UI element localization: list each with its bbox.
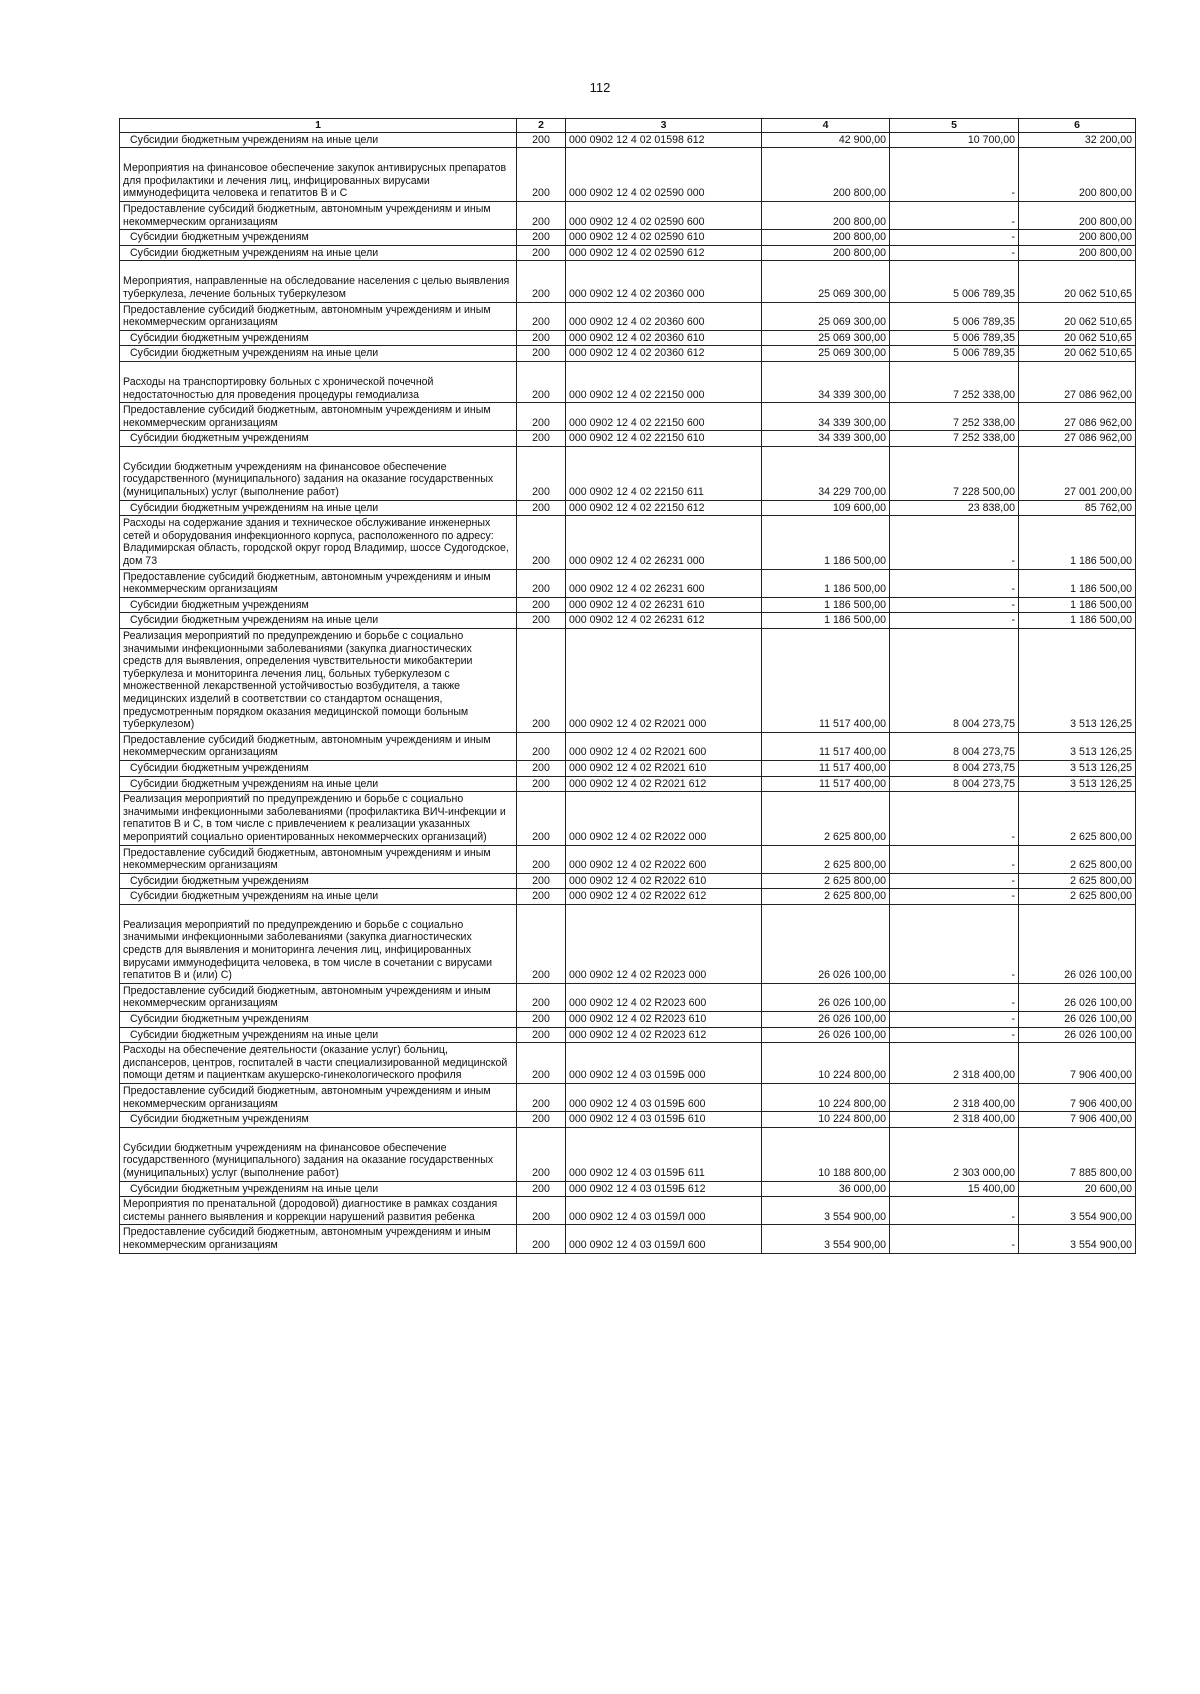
column-number: 5: [890, 119, 1019, 133]
row-name-cell: Предоставление субсидий бюджетным, автономным учреждениям и иным некоммерческим организациям: [120, 201, 517, 229]
row-plan-cell: 2 625 800,00: [762, 845, 890, 873]
table-row: [120, 1181, 1136, 1197]
row-code-cell: 200: [517, 516, 566, 569]
row-kbk-cell: 000 0902 12 4 03 0159Б 600: [566, 1084, 762, 1112]
row-code-cell: 200: [517, 201, 566, 229]
row-plan-cell: 2 625 800,00: [762, 889, 890, 905]
row-executed-cell: 8 004 273,75: [890, 776, 1019, 792]
row-name-cell: Мероприятия, направленные на обследование населения с целью выявления туберкулеза, лечение больных туберкулезом: [120, 261, 517, 302]
row-executed-cell: 5 006 789,35: [890, 261, 1019, 302]
row-remainder-cell: 1 186 500,00: [1019, 613, 1136, 629]
row-name-cell: Предоставление субсидий бюджетным, автономным учреждениям и иным некоммерческим организациям: [120, 983, 517, 1011]
row-remainder-cell: 26 026 100,00: [1019, 983, 1136, 1011]
row-kbk-cell: 000 0902 12 4 02 20360 610: [566, 330, 762, 346]
row-plan-cell: 25 069 300,00: [762, 302, 890, 330]
row-remainder-cell: 1 186 500,00: [1019, 597, 1136, 613]
row-name-cell: Реализация мероприятий по предупреждению и борьбе с социально значимыми инфекционными заболеваниями (профилактика ВИЧ-инфекции и гепатитов В и С, в том числе с привлечением к реализации указанных мероприятий социально ориентированных некоммерческих организаций): [120, 792, 517, 845]
row-plan-cell: 26 026 100,00: [762, 983, 890, 1011]
row-remainder-cell: 3 513 126,25: [1019, 629, 1136, 733]
row-code-cell: 200: [517, 629, 566, 733]
row-kbk-cell: 000 0902 12 4 02 22150 612: [566, 500, 762, 516]
table-row: [120, 629, 1136, 733]
row-plan-cell: 26 026 100,00: [762, 1012, 890, 1028]
table-row: [120, 1012, 1136, 1028]
row-kbk-cell: 000 0902 12 4 02 R2022 000: [566, 792, 762, 845]
row-plan-cell: 34 339 300,00: [762, 403, 890, 431]
table-row: [120, 889, 1136, 905]
row-plan-cell: 34 229 700,00: [762, 446, 890, 500]
row-kbk-cell: 000 0902 12 4 02 22150 611: [566, 446, 762, 500]
row-code-cell: 200: [517, 1112, 566, 1128]
row-kbk-cell: 000 0902 12 4 02 R2023 000: [566, 904, 762, 983]
row-remainder-cell: 2 625 800,00: [1019, 889, 1136, 905]
row-remainder-cell: 200 800,00: [1019, 148, 1136, 202]
row-name-cell: Субсидии бюджетным учреждениям на иные цели: [120, 1181, 517, 1197]
row-plan-cell: 10 224 800,00: [762, 1112, 890, 1128]
row-name-cell: Реализация мероприятий по предупреждению и борьбе с социально значимыми инфекционными заболеваниями (закупка диагностических средств для выявления и мониторинга лечения лиц, инфицированных вирусами иммунодефицита человека, в том числе в сочетании с вирусами гепатитов В и (или) С): [120, 904, 517, 983]
row-name-cell: Субсидии бюджетным учреждениям на иные цели: [120, 245, 517, 261]
row-plan-cell: 11 517 400,00: [762, 776, 890, 792]
row-name-cell: Субсидии бюджетным учреждениям на иные цели: [120, 500, 517, 516]
row-plan-cell: 34 339 300,00: [762, 431, 890, 447]
row-code-cell: 200: [517, 1027, 566, 1043]
row-plan-cell: 2 625 800,00: [762, 873, 890, 889]
row-kbk-cell: 000 0902 12 4 02 02590 610: [566, 230, 762, 246]
column-number: 4: [762, 119, 890, 133]
row-remainder-cell: 20 062 510,65: [1019, 261, 1136, 302]
row-plan-cell: 34 339 300,00: [762, 361, 890, 402]
row-kbk-cell: 000 0902 12 4 02 02590 600: [566, 201, 762, 229]
row-code-cell: 200: [517, 302, 566, 330]
row-plan-cell: 1 186 500,00: [762, 516, 890, 569]
row-code-cell: 200: [517, 792, 566, 845]
row-name-cell: Субсидии бюджетным учреждениям: [120, 230, 517, 246]
row-code-cell: 200: [517, 732, 566, 760]
row-code-cell: 200: [517, 346, 566, 362]
row-code-cell: 200: [517, 613, 566, 629]
table-body: [120, 132, 1136, 1253]
row-executed-cell: 8 004 273,75: [890, 732, 1019, 760]
row-remainder-cell: 2 625 800,00: [1019, 792, 1136, 845]
column-number: 6: [1019, 119, 1136, 133]
row-name-cell: Предоставление субсидий бюджетным, автономным учреждениям и иным некоммерческим организациям: [120, 302, 517, 330]
row-plan-cell: 26 026 100,00: [762, 1027, 890, 1043]
row-remainder-cell: 200 800,00: [1019, 230, 1136, 246]
row-remainder-cell: 27 086 962,00: [1019, 403, 1136, 431]
row-kbk-cell: 000 0902 12 4 03 0159Л 600: [566, 1225, 762, 1253]
row-remainder-cell: 200 800,00: [1019, 201, 1136, 229]
column-number: 3: [566, 119, 762, 133]
row-plan-cell: 10 188 800,00: [762, 1127, 890, 1181]
table-row: [120, 1127, 1136, 1181]
row-name-cell: Субсидии бюджетным учреждениям на иные цели: [120, 346, 517, 362]
row-name-cell: Предоставление субсидий бюджетным, автономным учреждениям и иным некоммерческим организациям: [120, 1225, 517, 1253]
row-code-cell: 200: [517, 1012, 566, 1028]
table-row: [120, 845, 1136, 873]
row-name-cell: Субсидии бюджетным учреждениям: [120, 1112, 517, 1128]
row-executed-cell: 7 252 338,00: [890, 431, 1019, 447]
row-remainder-cell: 20 062 510,65: [1019, 346, 1136, 362]
row-name-cell: Субсидии бюджетным учреждениям на иные цели: [120, 889, 517, 905]
row-name-cell: Субсидии бюджетным учреждениям на иные цели: [120, 613, 517, 629]
row-executed-cell: -: [890, 792, 1019, 845]
page-number: 112: [589, 80, 611, 95]
row-plan-cell: 2 625 800,00: [762, 792, 890, 845]
row-kbk-cell: 000 0902 12 4 02 22150 610: [566, 431, 762, 447]
row-code-cell: 200: [517, 500, 566, 516]
row-kbk-cell: 000 0902 12 4 02 22150 000: [566, 361, 762, 402]
row-executed-cell: -: [890, 904, 1019, 983]
row-executed-cell: -: [890, 1225, 1019, 1253]
row-remainder-cell: 85 762,00: [1019, 500, 1136, 516]
row-code-cell: 200: [517, 873, 566, 889]
row-remainder-cell: 7 906 400,00: [1019, 1112, 1136, 1128]
row-remainder-cell: 3 554 900,00: [1019, 1197, 1136, 1225]
row-code-cell: 200: [517, 431, 566, 447]
table-row: [120, 1197, 1136, 1225]
row-plan-cell: 25 069 300,00: [762, 346, 890, 362]
row-name-cell: Расходы на обеспечение деятельности (оказание услуг) больниц, диспансеров, центров, госпиталей в части специализированной медицинской помощи детям и пациенткам акушерско-гинекологического профиля: [120, 1043, 517, 1084]
row-kbk-cell: 000 0902 12 4 02 20360 000: [566, 261, 762, 302]
row-code-cell: 200: [517, 1043, 566, 1084]
row-kbk-cell: 000 0902 12 4 03 0159Б 000: [566, 1043, 762, 1084]
row-remainder-cell: 20 600,00: [1019, 1181, 1136, 1197]
row-executed-cell: 8 004 273,75: [890, 760, 1019, 776]
row-remainder-cell: 3 513 126,25: [1019, 760, 1136, 776]
row-remainder-cell: 26 026 100,00: [1019, 1012, 1136, 1028]
row-executed-cell: -: [890, 889, 1019, 905]
row-plan-cell: 200 800,00: [762, 201, 890, 229]
row-plan-cell: 200 800,00: [762, 148, 890, 202]
table-row: [120, 776, 1136, 792]
table-row: [120, 346, 1136, 362]
row-kbk-cell: 000 0902 12 4 03 0159Б 612: [566, 1181, 762, 1197]
table-row: [120, 261, 1136, 302]
row-name-cell: Предоставление субсидий бюджетным, автономным учреждениям и иным некоммерческим организациям: [120, 1084, 517, 1112]
table-row: [120, 1084, 1136, 1112]
row-code-cell: 200: [517, 261, 566, 302]
row-code-cell: 200: [517, 148, 566, 202]
row-plan-cell: 25 069 300,00: [762, 330, 890, 346]
table-row: [120, 569, 1136, 597]
table-row: [120, 132, 1136, 148]
row-executed-cell: -: [890, 983, 1019, 1011]
row-executed-cell: 2 318 400,00: [890, 1084, 1019, 1112]
column-number: 1: [120, 119, 517, 133]
row-kbk-cell: 000 0902 12 4 02 01598 612: [566, 132, 762, 148]
row-kbk-cell: 000 0902 12 4 02 R2021 612: [566, 776, 762, 792]
row-executed-cell: 23 838,00: [890, 500, 1019, 516]
row-executed-cell: 5 006 789,35: [890, 302, 1019, 330]
row-name-cell: Предоставление субсидий бюджетным, автономным учреждениям и иным некоммерческим организациям: [120, 403, 517, 431]
row-code-cell: 200: [517, 569, 566, 597]
table-row: [120, 597, 1136, 613]
row-kbk-cell: 000 0902 12 4 03 0159Б 611: [566, 1127, 762, 1181]
row-name-cell: Реализация мероприятий по предупреждению и борьбе с социально значимыми инфекционными заболеваниями (закупка диагностических средств для выявления, определения чувствительности микобактерии туберкулеза и мониторинга лечения лиц, больных туберкулезом с множественной лекарственной устойчивостью возбудителя, а также медицинских изделий в соответствии со стандартом оснащения, предусмотренным порядком оказания медицинской помощи больным туберкулезом): [120, 629, 517, 733]
row-plan-cell: 200 800,00: [762, 245, 890, 261]
row-kbk-cell: 000 0902 12 4 02 R2022 600: [566, 845, 762, 873]
row-code-cell: 200: [517, 1225, 566, 1253]
row-name-cell: Субсидии бюджетным учреждениям: [120, 760, 517, 776]
row-remainder-cell: 3 513 126,25: [1019, 732, 1136, 760]
row-name-cell: Субсидии бюджетным учреждениям на финансовое обеспечение государственного (муниципального) задания на оказание государственных (муниципальных) услуг (выполнение работ): [120, 1127, 517, 1181]
column-number-row: [120, 119, 1136, 133]
row-code-cell: 200: [517, 132, 566, 148]
table-row: [120, 361, 1136, 402]
row-kbk-cell: 000 0902 12 4 02 R2022 610: [566, 873, 762, 889]
row-remainder-cell: 20 062 510,65: [1019, 302, 1136, 330]
row-code-cell: 200: [517, 776, 566, 792]
table-row: [120, 403, 1136, 431]
row-plan-cell: 3 554 900,00: [762, 1197, 890, 1225]
row-plan-cell: 42 900,00: [762, 132, 890, 148]
row-remainder-cell: 3 554 900,00: [1019, 1225, 1136, 1253]
row-name-cell: Мероприятия по пренатальной (дородовой) диагностике в рамках создания системы раннего выявления и коррекции нарушений развития ребенка: [120, 1197, 517, 1225]
row-remainder-cell: 7 906 400,00: [1019, 1043, 1136, 1084]
row-name-cell: Предоставление субсидий бюджетным, автономным учреждениям и иным некоммерческим организациям: [120, 845, 517, 873]
row-executed-cell: -: [890, 1012, 1019, 1028]
row-code-cell: 200: [517, 245, 566, 261]
table-row: [120, 446, 1136, 500]
row-code-cell: 200: [517, 1084, 566, 1112]
row-kbk-cell: 000 0902 12 4 02 R2023 612: [566, 1027, 762, 1043]
row-executed-cell: -: [890, 845, 1019, 873]
row-kbk-cell: 000 0902 12 4 02 20360 600: [566, 302, 762, 330]
row-kbk-cell: 000 0902 12 4 02 02590 612: [566, 245, 762, 261]
row-plan-cell: 11 517 400,00: [762, 760, 890, 776]
row-executed-cell: 2 318 400,00: [890, 1112, 1019, 1128]
table-row: [120, 330, 1136, 346]
row-name-cell: Субсидии бюджетным учреждениям на иные цели: [120, 132, 517, 148]
row-code-cell: 200: [517, 230, 566, 246]
row-executed-cell: 7 228 500,00: [890, 446, 1019, 500]
row-executed-cell: 15 400,00: [890, 1181, 1019, 1197]
table-row: [120, 1225, 1136, 1253]
row-name-cell: Субсидии бюджетным учреждениям: [120, 330, 517, 346]
row-code-cell: 200: [517, 983, 566, 1011]
table-row: [120, 613, 1136, 629]
row-remainder-cell: 7 906 400,00: [1019, 1084, 1136, 1112]
row-kbk-cell: 000 0902 12 4 02 02590 000: [566, 148, 762, 202]
row-executed-cell: -: [890, 1027, 1019, 1043]
row-executed-cell: -: [890, 569, 1019, 597]
row-remainder-cell: 1 186 500,00: [1019, 569, 1136, 597]
row-plan-cell: 109 600,00: [762, 500, 890, 516]
table-row: [120, 873, 1136, 889]
row-executed-cell: -: [890, 516, 1019, 569]
row-kbk-cell: 000 0902 12 4 03 0159Б 610: [566, 1112, 762, 1128]
table-row: [120, 1043, 1136, 1084]
row-remainder-cell: 3 513 126,25: [1019, 776, 1136, 792]
row-kbk-cell: 000 0902 12 4 02 22150 600: [566, 403, 762, 431]
row-kbk-cell: 000 0902 12 4 02 26231 600: [566, 569, 762, 597]
row-plan-cell: 10 224 800,00: [762, 1084, 890, 1112]
row-plan-cell: 1 186 500,00: [762, 597, 890, 613]
row-executed-cell: 5 006 789,35: [890, 330, 1019, 346]
row-code-cell: 200: [517, 1197, 566, 1225]
table-row: [120, 732, 1136, 760]
row-name-cell: Субсидии бюджетным учреждениям на финансовое обеспечение государственного (муниципального) задания на оказание государственных (муниципальных) услуг (выполнение работ): [120, 446, 517, 500]
row-code-cell: 200: [517, 889, 566, 905]
row-remainder-cell: 26 026 100,00: [1019, 1027, 1136, 1043]
row-plan-cell: 200 800,00: [762, 230, 890, 246]
row-kbk-cell: 000 0902 12 4 02 20360 612: [566, 346, 762, 362]
row-kbk-cell: 000 0902 12 4 02 R2023 600: [566, 983, 762, 1011]
row-kbk-cell: 000 0902 12 4 02 R2023 610: [566, 1012, 762, 1028]
row-code-cell: 200: [517, 446, 566, 500]
row-name-cell: Субсидии бюджетным учреждениям на иные цели: [120, 1027, 517, 1043]
row-plan-cell: 26 026 100,00: [762, 904, 890, 983]
row-executed-cell: -: [890, 613, 1019, 629]
row-remainder-cell: 7 885 800,00: [1019, 1127, 1136, 1181]
row-kbk-cell: 000 0902 12 4 02 R2021 000: [566, 629, 762, 733]
table-row: [120, 201, 1136, 229]
row-executed-cell: -: [890, 597, 1019, 613]
table-row: [120, 516, 1136, 569]
row-remainder-cell: 2 625 800,00: [1019, 845, 1136, 873]
row-code-cell: 200: [517, 597, 566, 613]
row-remainder-cell: 26 026 100,00: [1019, 904, 1136, 983]
table-row: [120, 904, 1136, 983]
row-name-cell: Субсидии бюджетным учреждениям: [120, 1012, 517, 1028]
row-kbk-cell: 000 0902 12 4 02 R2022 612: [566, 889, 762, 905]
row-remainder-cell: 27 086 962,00: [1019, 361, 1136, 402]
row-remainder-cell: 20 062 510,65: [1019, 330, 1136, 346]
row-kbk-cell: 000 0902 12 4 02 26231 000: [566, 516, 762, 569]
table-row: [120, 792, 1136, 845]
row-name-cell: Мероприятия на финансовое обеспечение закупок антивирусных препаратов для профилактики и лечения лиц, инфицированных вирусами иммунодефицита человека и гепатитов В и С: [120, 148, 517, 202]
row-kbk-cell: 000 0902 12 4 02 26231 610: [566, 597, 762, 613]
row-executed-cell: -: [890, 873, 1019, 889]
row-code-cell: 200: [517, 1181, 566, 1197]
row-executed-cell: -: [890, 148, 1019, 202]
row-executed-cell: -: [890, 1197, 1019, 1225]
row-executed-cell: 7 252 338,00: [890, 403, 1019, 431]
row-plan-cell: 11 517 400,00: [762, 732, 890, 760]
row-name-cell: Предоставление субсидий бюджетным, автономным учреждениям и иным некоммерческим организациям: [120, 732, 517, 760]
row-executed-cell: 10 700,00: [890, 132, 1019, 148]
table-row: [120, 148, 1136, 202]
row-name-cell: Расходы на транспортировку больных с хронической почечной недостаточностью для проведения процедуры гемодиализа: [120, 361, 517, 402]
row-code-cell: 200: [517, 1127, 566, 1181]
row-plan-cell: 11 517 400,00: [762, 629, 890, 733]
table-row: [120, 302, 1136, 330]
row-code-cell: 200: [517, 361, 566, 402]
row-executed-cell: 7 252 338,00: [890, 361, 1019, 402]
row-remainder-cell: 2 625 800,00: [1019, 873, 1136, 889]
row-executed-cell: 2 303 000,00: [890, 1127, 1019, 1181]
row-kbk-cell: 000 0902 12 4 03 0159Л 000: [566, 1197, 762, 1225]
table-row: [120, 500, 1136, 516]
row-plan-cell: 10 224 800,00: [762, 1043, 890, 1084]
row-executed-cell: -: [890, 230, 1019, 246]
row-name-cell: Расходы на содержание здания и техническое обслуживание инженерных сетей и оборудования инфекционного корпуса, расположенного по адресу: Владимирская область, городской округ город Владимир, шоссе Судогодское, дом 73: [120, 516, 517, 569]
row-remainder-cell: 27 086 962,00: [1019, 431, 1136, 447]
row-executed-cell: -: [890, 201, 1019, 229]
table-row: [120, 230, 1136, 246]
row-remainder-cell: 200 800,00: [1019, 245, 1136, 261]
table-row: [120, 1027, 1136, 1043]
row-plan-cell: 3 554 900,00: [762, 1225, 890, 1253]
row-code-cell: 200: [517, 403, 566, 431]
row-plan-cell: 1 186 500,00: [762, 613, 890, 629]
row-kbk-cell: 000 0902 12 4 02 26231 612: [566, 613, 762, 629]
row-plan-cell: 1 186 500,00: [762, 569, 890, 597]
row-kbk-cell: 000 0902 12 4 02 R2021 600: [566, 732, 762, 760]
row-executed-cell: 8 004 273,75: [890, 629, 1019, 733]
row-code-cell: 200: [517, 330, 566, 346]
row-name-cell: Субсидии бюджетным учреждениям: [120, 597, 517, 613]
table-row: [120, 245, 1136, 261]
row-name-cell: Субсидии бюджетным учреждениям: [120, 431, 517, 447]
row-name-cell: Субсидии бюджетным учреждениям на иные цели: [120, 776, 517, 792]
row-kbk-cell: 000 0902 12 4 02 R2021 610: [566, 760, 762, 776]
row-remainder-cell: 27 001 200,00: [1019, 446, 1136, 500]
column-number: 2: [517, 119, 566, 133]
row-name-cell: Предоставление субсидий бюджетным, автономным учреждениям и иным некоммерческим организациям: [120, 569, 517, 597]
row-executed-cell: 5 006 789,35: [890, 346, 1019, 362]
row-remainder-cell: 1 186 500,00: [1019, 516, 1136, 569]
row-remainder-cell: 32 200,00: [1019, 132, 1136, 148]
row-plan-cell: 25 069 300,00: [762, 261, 890, 302]
row-code-cell: 200: [517, 845, 566, 873]
table-row: [120, 1112, 1136, 1128]
table-row: [120, 431, 1136, 447]
row-executed-cell: -: [890, 245, 1019, 261]
row-plan-cell: 36 000,00: [762, 1181, 890, 1197]
table-row: [120, 760, 1136, 776]
row-code-cell: 200: [517, 760, 566, 776]
row-code-cell: 200: [517, 904, 566, 983]
budget-table: [119, 118, 1136, 1254]
row-name-cell: Субсидии бюджетным учреждениям: [120, 873, 517, 889]
table-row: [120, 983, 1136, 1011]
row-executed-cell: 2 318 400,00: [890, 1043, 1019, 1084]
